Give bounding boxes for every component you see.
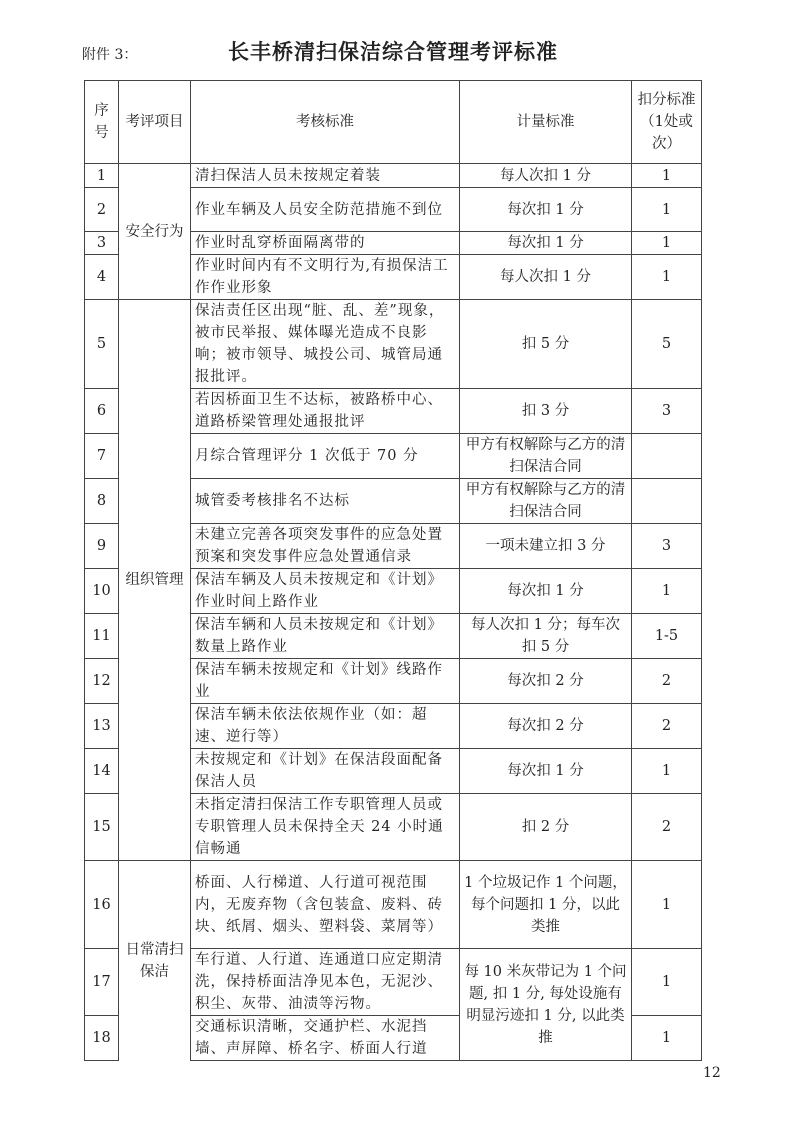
- row-number: 18: [85, 1016, 119, 1061]
- criteria-cell: 交通标识清晰，交通护栏、水泥挡墙、声屏障、桥名字、桥面人行道: [191, 1016, 460, 1061]
- criteria-cell: 未按规定和《计划》在保洁段面配备保洁人员: [191, 749, 460, 794]
- row-number: 3: [85, 232, 119, 255]
- measure-cell: 每次扣 1 分: [460, 749, 632, 794]
- measure-cell: 每 10 米灰带记为 1 个问题, 扣 1 分, 每处设施有明显污迹扣 1 分, 以此类推: [460, 949, 632, 1061]
- measure-cell: 甲方有权解除与乙方的清扫保洁合同: [460, 434, 632, 479]
- deduct-cell: 2: [632, 659, 702, 704]
- criteria-cell: 保洁车辆未按规定和《计划》线路作业: [191, 659, 460, 704]
- deduct-cell: 1: [632, 164, 702, 188]
- measure-cell: 扣 3 分: [460, 389, 632, 434]
- criteria-cell: 未指定清扫保洁工作专职管理人员或专职管理人员未保持全天 24 小时通信畅通: [191, 794, 460, 861]
- deduct-cell: 3: [632, 524, 702, 569]
- criteria-cell: 城管委考核排名不达标: [191, 479, 460, 524]
- criteria-cell: 作业时乱穿桥面隔离带的: [191, 232, 460, 255]
- row-number: 5: [85, 300, 119, 389]
- deduct-cell: 5: [632, 300, 702, 389]
- header-no: 序号: [85, 81, 119, 164]
- measure-cell: 每次扣 2 分: [460, 659, 632, 704]
- evaluation-table: [84, 80, 702, 1061]
- document-title: 长丰桥清扫保洁综合管理考评标准: [228, 40, 558, 64]
- row-number: 6: [85, 389, 119, 434]
- criteria-cell: 保洁责任区出现“脏、乱、差”现象，被市民举报、媒体曝光造成不良影响；被市领导、城投公司、城管局通报批评。: [191, 300, 460, 389]
- criteria-cell: 月综合管理评分 1 次低于 70 分: [191, 434, 460, 479]
- measure-cell: 每次扣 2 分: [460, 704, 632, 749]
- table-row: [85, 861, 702, 949]
- table-row: [85, 164, 702, 188]
- row-number: 8: [85, 479, 119, 524]
- table-row: [85, 300, 702, 389]
- measure-cell: 每人次扣 1 分: [460, 255, 632, 300]
- measure-cell: 甲方有权解除与乙方的清扫保洁合同: [460, 479, 632, 524]
- row-number: 17: [85, 949, 119, 1016]
- criteria-cell: 保洁车辆未依法依规作业（如：超速、逆行等）: [191, 704, 460, 749]
- header-measure: 计量标准: [460, 81, 632, 164]
- measure-cell: 每人次扣 1 分: [460, 164, 632, 188]
- measure-cell: 一项未建立扣 3 分: [460, 524, 632, 569]
- row-number: 4: [85, 255, 119, 300]
- header-deduct: 扣分标准（1处或次）: [632, 81, 702, 164]
- criteria-cell: 未建立完善各项突发事件的应急处置预案和突发事件应急处置通信录: [191, 524, 460, 569]
- row-number: 10: [85, 569, 119, 614]
- deduct-cell: 1: [632, 255, 702, 300]
- measure-cell: 每人次扣 1 分；每车次扣 5 分: [460, 614, 632, 659]
- measure-cell: 每次扣 1 分: [460, 569, 632, 614]
- header-criteria: 考核标准: [191, 81, 460, 164]
- row-number: 14: [85, 749, 119, 794]
- row-number: 1: [85, 164, 119, 188]
- row-number: 2: [85, 188, 119, 232]
- criteria-cell: 车行道、人行道、连通道口应定期清洗，保持桥面洁净见本色，无泥沙、积尘、灰带、油渍等污物。: [191, 949, 460, 1016]
- criteria-cell: 若因桥面卫生不达标，被路桥中心、道路桥梁管理处通报批评: [191, 389, 460, 434]
- row-number: 16: [85, 861, 119, 949]
- row-number: 13: [85, 704, 119, 749]
- attachment-label: 附件 3：: [82, 47, 138, 63]
- deduct-cell: 1: [632, 188, 702, 232]
- row-number: 7: [85, 434, 119, 479]
- row-number: 12: [85, 659, 119, 704]
- header-item: 考评项目: [119, 81, 191, 164]
- deduct-cell: 1: [632, 569, 702, 614]
- measure-cell: 扣 2 分: [460, 794, 632, 861]
- table-header-row: [85, 81, 702, 164]
- row-number: 9: [85, 524, 119, 569]
- deduct-cell: 1: [632, 1016, 702, 1061]
- deduct-cell: 1-5: [632, 614, 702, 659]
- measure-cell: 每次扣 1 分: [460, 232, 632, 255]
- criteria-cell: 保洁车辆和人员未按规定和《计划》数量上路作业: [191, 614, 460, 659]
- deduct-cell: 1: [632, 232, 702, 255]
- criteria-cell: 保洁车辆及人员未按规定和《计划》作业时间上路作业: [191, 569, 460, 614]
- category-cell: 安全行为: [119, 164, 191, 300]
- deduct-cell: 2: [632, 704, 702, 749]
- deduct-cell: 3: [632, 389, 702, 434]
- deduct-cell: 1: [632, 861, 702, 949]
- criteria-cell: 桥面、人行梯道、人行道可视范围内，无废弃物（含包装盒、废料、砖块、纸屑、烟头、塑料袋、菜屑等）: [191, 861, 460, 949]
- category-cell: 日常清扫保洁: [119, 861, 191, 1061]
- row-number: 15: [85, 794, 119, 861]
- deduct-cell: 1: [632, 749, 702, 794]
- criteria-cell: 作业时间内有不文明行为,有损保洁工作作业形象: [191, 255, 460, 300]
- deduct-cell: [632, 434, 702, 479]
- measure-cell: 1 个垃圾记作 1 个问题，每个问题扣 1 分，以此类推: [460, 861, 632, 949]
- category-cell: 组织管理: [119, 300, 191, 861]
- deduct-cell: 2: [632, 794, 702, 861]
- deduct-cell: [632, 479, 702, 524]
- criteria-cell: 作业车辆及人员安全防范措施不到位: [191, 188, 460, 232]
- deduct-cell: 1: [632, 949, 702, 1016]
- criteria-cell: 清扫保洁人员未按规定着装: [191, 164, 460, 188]
- page-number: 12: [703, 1065, 721, 1081]
- row-number: 11: [85, 614, 119, 659]
- measure-cell: 扣 5 分: [460, 300, 632, 389]
- measure-cell: 每次扣 1 分: [460, 188, 632, 232]
